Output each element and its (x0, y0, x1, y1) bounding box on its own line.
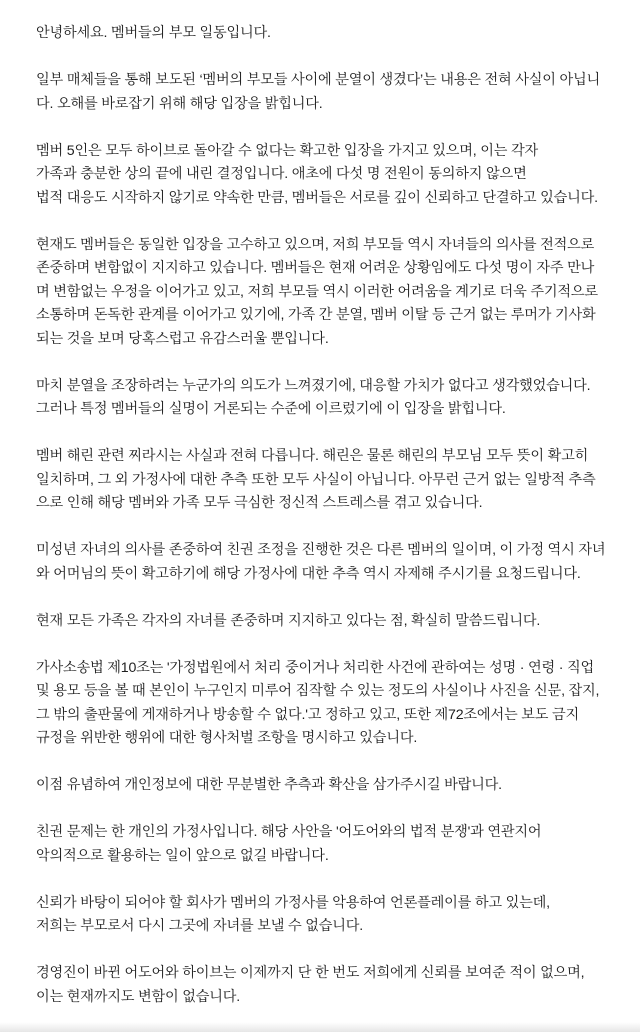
statement-paragraph (36, 821, 616, 868)
paragraph-line: 멤버 5인은 모두 하이브로 돌아갈 수 없다는 확고한 입장을 가지고 있으며, 이는 각자 (36, 142, 539, 159)
paragraph-line: 법적 대응도 시작하지 않기로 약속한 만큼, 멤버들은 서로를 깊이 신뢰하고 단결하고 있습니다. (36, 189, 598, 206)
statement-paragraph (36, 892, 616, 939)
statement-paragraph (36, 234, 616, 352)
paragraph-line: 존중하며 변함없이 지지하고 있습니다. 멤버들은 현재 어려운 상황임에도 다섯 명이 자주 만나 (36, 260, 595, 276)
paragraph-line: 다. 오해를 바로잡기 위해 해당 입장을 밝힙니다. (36, 95, 323, 112)
paragraph-line: 저희는 부모로서 다시 그곳에 자녀를 보낼 수 없습니다. (36, 918, 364, 934)
paragraph-line: 경영진이 바뀐 어도어와 하이브는 이제까지 단 한 번도 저희에게 신뢰를 보여준 적이 없으며, (36, 965, 585, 981)
paragraph-line: 와 어머님의 뜻이 확고하기에 해당 가정사에 대한 추측 역시 자제해 주시기를 요청드립니다. (36, 565, 581, 582)
statement-paragraph (36, 445, 616, 516)
paragraph-line: 되는 것을 보며 당혹스럽고 유감스러울 뿐입니다. (36, 330, 329, 347)
paragraph-line: 그 밖의 출판물에 게재하거나 방송할 수 없다.'고 정하고 있고, 또한 제72조에서는 보도 금지 (36, 706, 579, 723)
statement-paragraph (36, 140, 616, 211)
statement-paragraph (36, 774, 616, 798)
statement-paragraph (36, 610, 616, 634)
paragraph-line: 및 용모 등을 볼 때 본인이 누구인지 미루어 짐작할 수 있는 정도의 사실이나 사진을 신문, 잡지, (36, 683, 600, 699)
paragraph-line: 이점 유념하여 개인정보에 대한 무분별한 추측과 확산을 삼가주시길 바랍니다. (36, 777, 502, 793)
paragraph-line: 친권 문제는 한 개인의 가정사입니다. 해당 사안을 '어도어와의 법적 분쟁'과 연관지어 (36, 824, 542, 840)
paragraph-line: 이는 현재까지도 변함이 없습니다. (36, 988, 241, 1005)
paragraph-line: 신뢰가 바탕이 되어야 할 회사가 멤버의 가정사를 악용하여 언론플레이를 하고 있는데, (36, 894, 550, 911)
statement-paragraph (36, 22, 616, 46)
statement-paragraph (36, 539, 616, 586)
statement-paragraph (36, 375, 616, 422)
paragraph-line: 현재도 멤버들은 동일한 입장을 고수하고 있으며, 저희 부모들 역시 자녀들의 의사를 전적으로 (36, 236, 595, 253)
paragraph-line: 미성년 자녀의 의사를 존중하여 친권 조정을 진행한 것은 다른 멤버의 일이며, 이 가정 역시 자녀 (36, 542, 606, 558)
paragraph-line: 멤버 해린 관련 찌라시는 사실과 전혀 다릅니다. 해린은 물론 해린의 부모님 모두 뜻이 확고히 (36, 448, 589, 464)
statement-document (36, 22, 616, 1033)
statement-paragraph (36, 657, 616, 751)
bottom-edge-shadow (0, 1022, 640, 1032)
paragraph-line: 그러나 특정 멤버들의 실명이 거론되는 수준에 이르렀기에 이 입장을 밝힙니다. (36, 401, 506, 417)
paragraph-line: 악의적으로 활용하는 일이 앞으로 없길 바랍니다. (36, 847, 329, 864)
statement-paragraph (36, 962, 616, 1009)
paragraph-line: 소통하며 돈독한 관계를 이어가고 있기에, 가족 간 분열, 멤버 이탈 등 근거 없는 루머가 기사화 (36, 307, 596, 323)
statement-paragraph (36, 69, 616, 116)
paragraph-line: 현재 모든 가족은 각자의 자녀를 존중하며 지지하고 있다는 점, 확실히 말씀드립니다. (36, 612, 541, 629)
paragraph-line: 규정을 위반한 행위에 대한 형사처벌 조항을 명시하고 있습니다. (36, 730, 418, 746)
paragraph-line: 가족과 충분한 상의 끝에 내린 결정입니다. 애초에 다섯 명 전원이 동의하지 않으면 (36, 166, 527, 182)
paragraph-line: 일부 매체들을 통해 보도된 ‘멤버의 부모들 사이에 분열이 생겼다’는 내용은 전혀 사실이 아닙니 (36, 72, 601, 88)
paragraph-line: 으로 인해 해당 멤버와 가족 모두 극심한 정신적 스트레스를 겪고 있습니다. (36, 495, 483, 511)
paragraph-line: 안녕하세요. 멤버들의 부모 일동입니다. (36, 25, 271, 41)
paragraph-line: 며 변함없는 우정을 이어가고 있고, 저희 부모들 역시 이러한 어려움을 계기로 더욱 주기적으로 (36, 283, 598, 300)
paragraph-line: 가사소송법 제10조는 '가정법원에서 처리 중이거나 처리한 사건에 관하여는 성명 · 연령 · 직업 (36, 659, 595, 676)
paragraph-line: 마치 분열을 조장하려는 누군가의 의도가 느껴졌기에, 대응할 가치가 없다고 생각했었습니다. (36, 377, 591, 394)
paragraph-line: 일치하며, 그 외 가정사에 대한 추측 또한 모두 사실이 아닙니다. 아무런 근거 없는 일방적 추측 (36, 471, 596, 488)
